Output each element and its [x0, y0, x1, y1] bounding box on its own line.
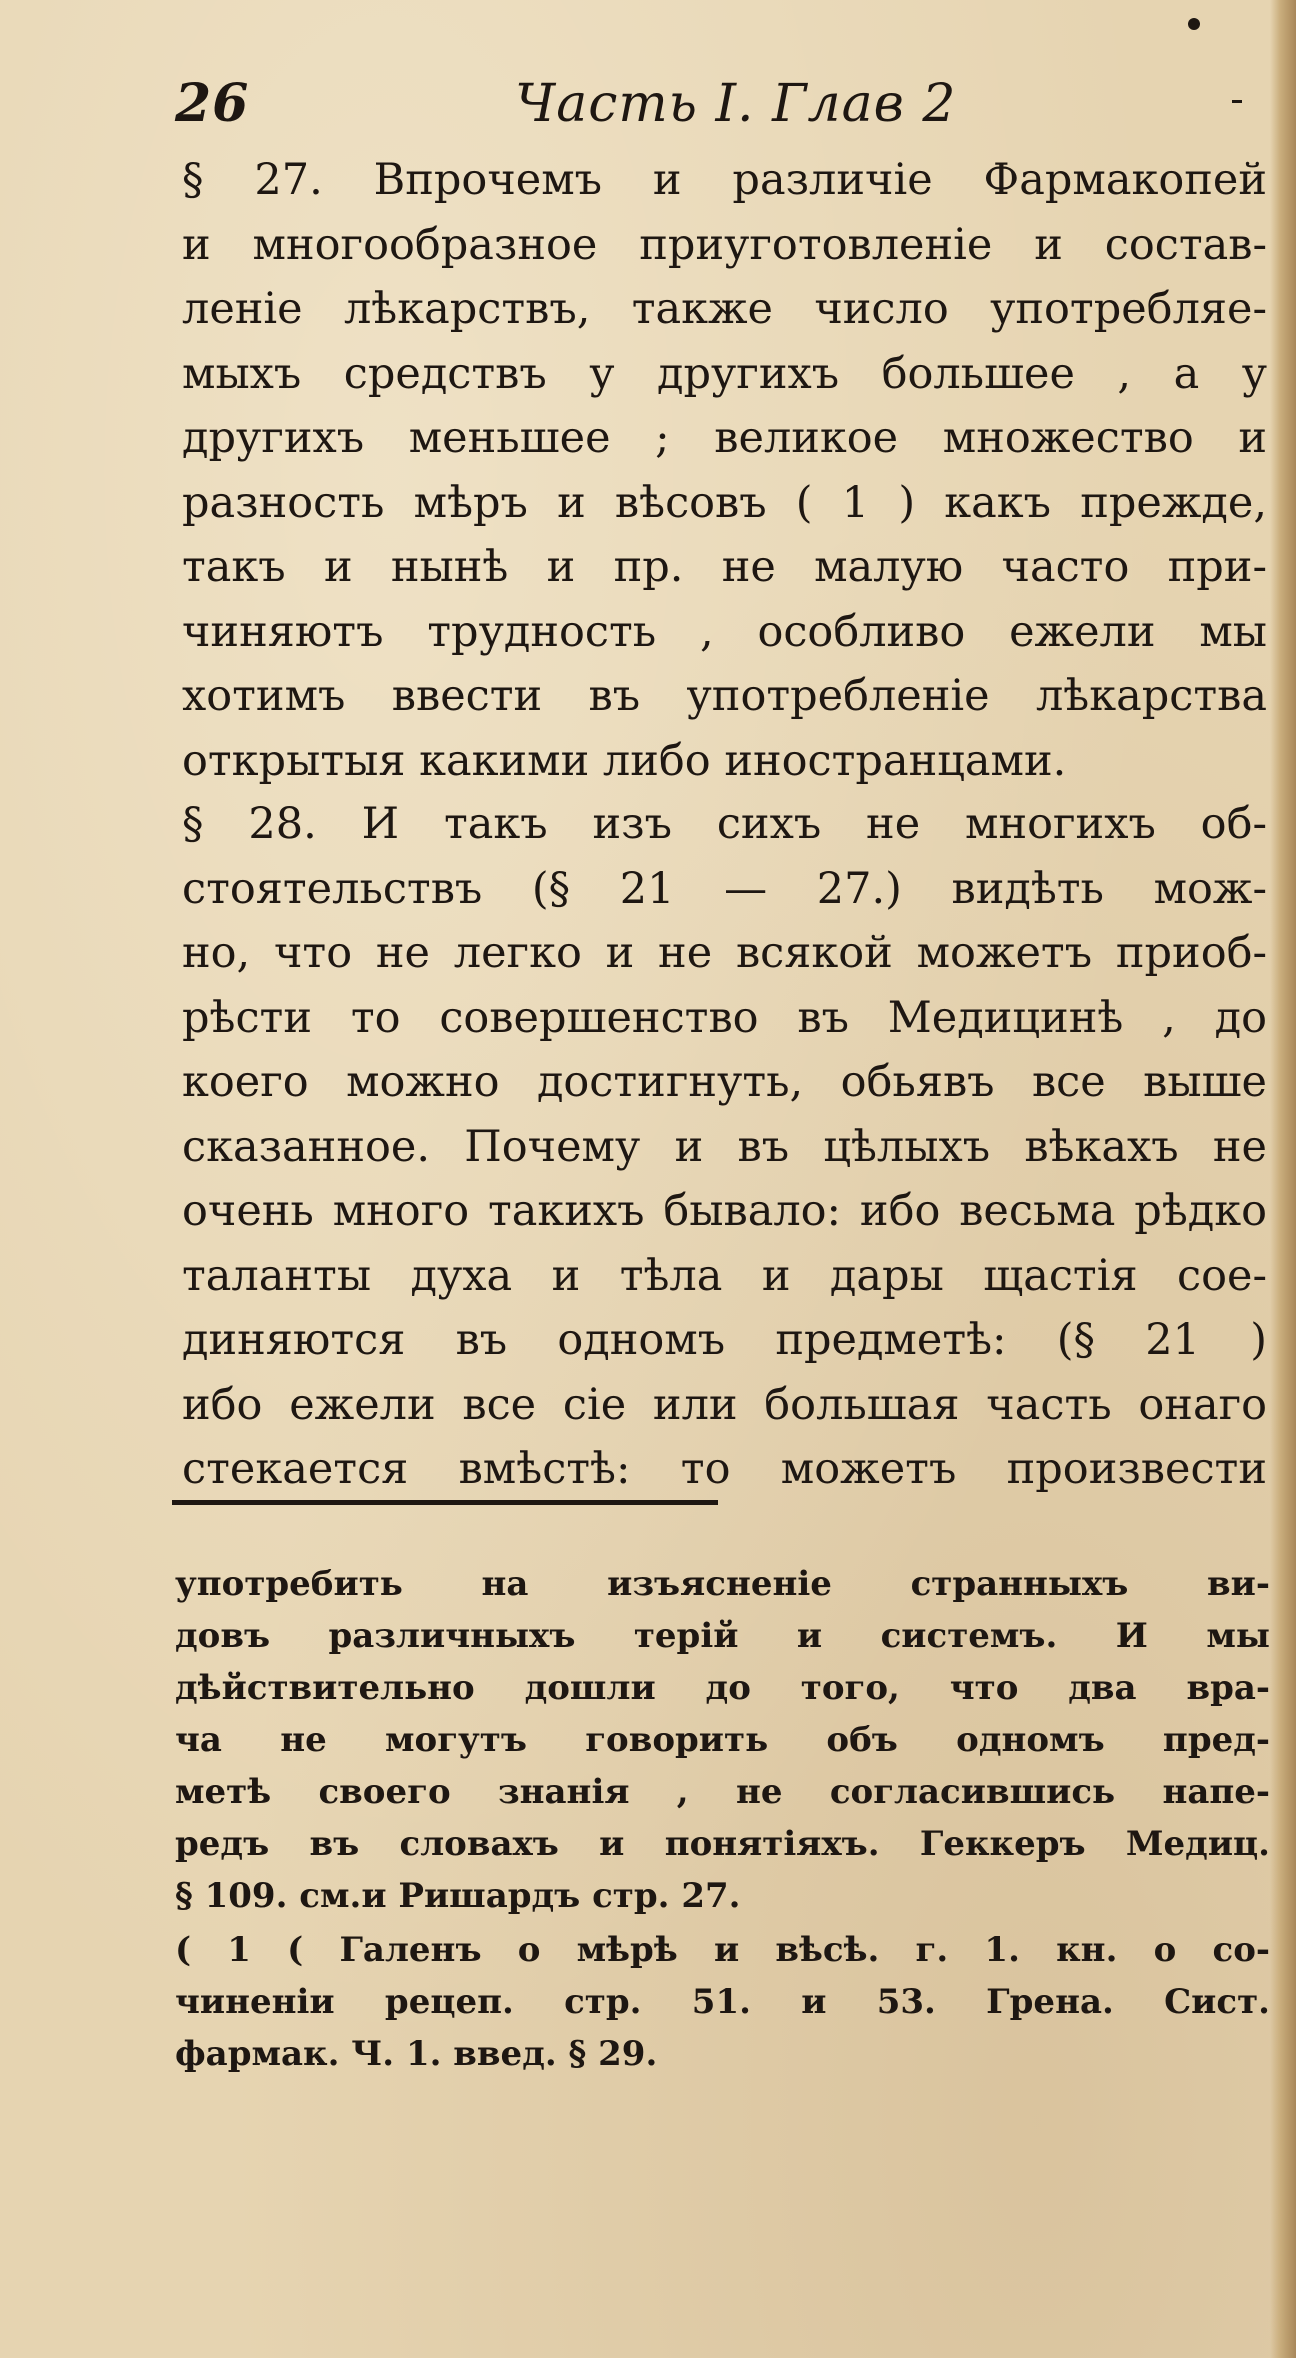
text-line: и многообразное приуготовленіе и состав- — [182, 219, 1267, 270]
text-line: диняются въ одномъ предметѣ: (§ 21 ) — [182, 1315, 1267, 1365]
text-line: сказанное. Почему и въ цѣлыхъ вѣкахъ не — [182, 1121, 1267, 1172]
footnote-1 — [175, 1924, 1270, 2080]
page-header — [175, 64, 1175, 144]
footnote-line: § 109. см.и Ришардъ стр. 27. — [175, 1876, 741, 1916]
text-line: чиняютъ трудность , особливо ежели мы — [182, 606, 1267, 657]
footnote-line: довъ различныхъ терій и системъ. И мы — [175, 1616, 1270, 1656]
footnote-line: чиненіи рецеп. стр. 51. и 53. Грена. Сист. — [175, 1982, 1270, 2022]
footnote-line: ча не могутъ говорить объ одномъ пред- — [175, 1720, 1270, 1760]
footnote-line: редъ въ словахъ и понятіяхъ. Геккеръ Медиц. — [175, 1824, 1270, 1864]
text-line: разность мѣръ и вѣсовъ ( 1 ) какъ прежде, — [182, 477, 1267, 528]
text-line: стоятельствъ (§ 21 — 27.) видѣть мож- — [182, 863, 1267, 914]
paragraph-27 — [182, 148, 1267, 793]
footnote-line: дѣйствительно дошли до того, что два вра- — [175, 1668, 1270, 1708]
text-line: § 28. И такъ изъ сихъ не многихъ об- — [182, 799, 1267, 849]
footnote-line: употребить на изъясненіе странныхъ ви- — [175, 1564, 1270, 1604]
text-line: коего можно достигнуть, обьявъ все выше — [182, 1057, 1267, 1107]
running-head: Часть I. Глав 2 — [515, 74, 957, 134]
text-line: леніе лѣкарствъ, также число употребляе- — [182, 284, 1267, 334]
ink-dot — [1188, 18, 1200, 30]
text-line: мыхъ средствъ у другихъ большее , а у — [182, 348, 1267, 399]
text-line: такъ и нынѣ и пр. не малую часто при- — [182, 542, 1267, 592]
text-line: стекается вмѣстѣ: то можетъ произвести — [182, 1444, 1267, 1494]
text-line: рѣсти то совершенство въ Медицинѣ , до — [182, 992, 1267, 1043]
text-line: ибо ежели все сіе или большая часть онаго — [182, 1379, 1267, 1430]
text-line: но, что не легко и не всякой можетъ приоб- — [182, 928, 1267, 978]
page-number: 26 — [175, 73, 250, 134]
text-line: хотимъ ввести въ употребленіе лѣкарства — [182, 671, 1267, 721]
page-edge-shadow — [1270, 0, 1296, 2358]
footnote-divider — [172, 1500, 718, 1505]
paragraph-28 — [182, 792, 1267, 1502]
footnote-line: ( 1 ( Галенъ о мѣрѣ и вѣсѣ. г. 1. кн. о со- — [175, 1930, 1270, 1970]
text-line: открытыя какими либо иностранцами. — [182, 735, 1067, 786]
text-line: § 27. Впрочемъ и различіе Фармакопей — [182, 155, 1267, 205]
ink-dash — [1232, 100, 1242, 103]
text-line: таланты духа и тѣла и дары щастія сое- — [182, 1250, 1267, 1301]
footnote-line: метѣ своего знанія , не согласившись напе- — [175, 1772, 1270, 1812]
footnote-continued — [175, 1558, 1270, 1922]
footnote-line: фармак. Ч. 1. введ. § 29. — [175, 2034, 658, 2074]
text-line: другихъ меньшее ; великое множество и — [182, 413, 1267, 463]
text-line: очень много такихъ бывало: ибо весьма рѣдко — [182, 1186, 1267, 1236]
